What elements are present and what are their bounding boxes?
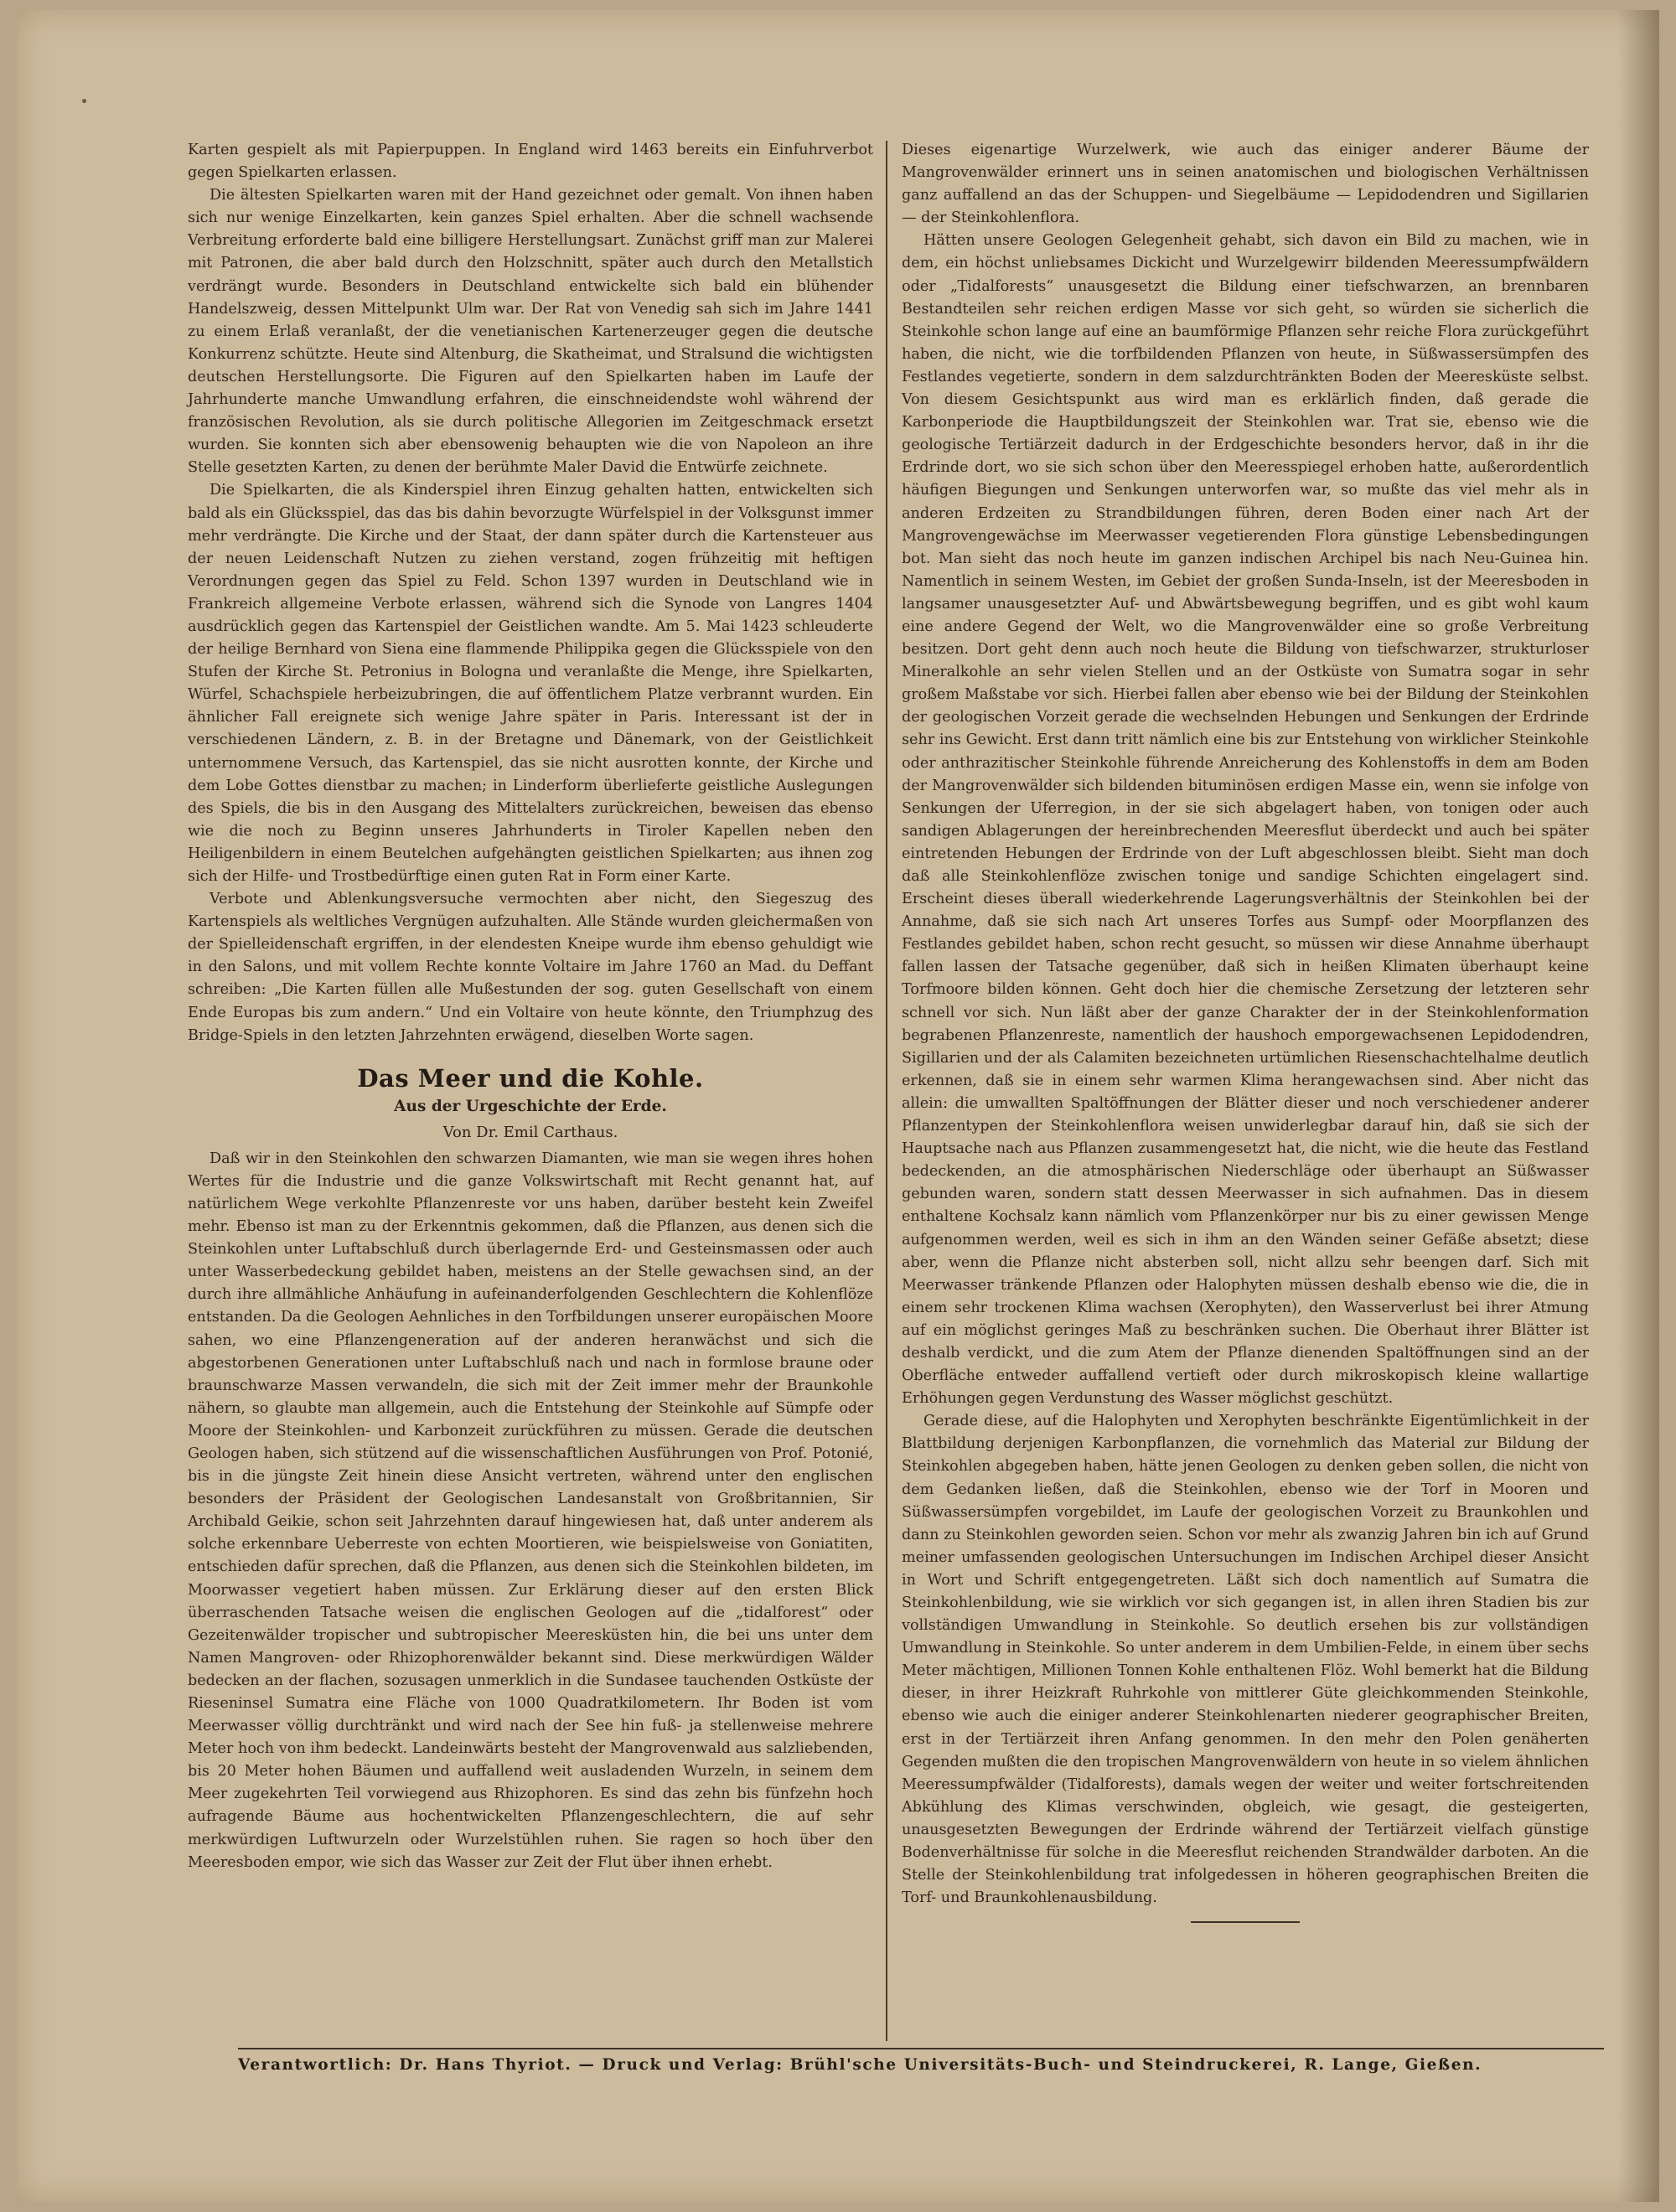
right-paragraph-2: Hätten unsere Geologen Gelegenheit gehabt, sich davon ein Bild zu machen, wie in dem, ein höchst unliebsames Dickicht und Wurzelgewirr bildenden Meeressumpfwäldern oder „Tidalforests“ unausgesetzt die Bildung einer tiefschwarzen, an brennbaren Bestandteilen sehr reichen erdigen Masse vor sich geht, so würden sie sicherlich die Steinkohle schon lange auf eine an baumförmige Pflanzen sehr reiche Flora zurückgeführt haben, die nicht, wie die torfbildenden Pflanzen von heute, in Süßwassersümpfen des Festlandes vegetierte, sondern in dem salzdurchtränkten Boden der Meeresküste selbst. Von diesem Gesichtspunkt aus wird man es erklärlich finden, daß gerade die Karbonperiode die Hauptbildungszeit der Steinkohlen war. Trat sie, ebenso wie die geologische Tertiärzeit dadurch in der Erdgeschichte besonders hervor, daß in ihr die Erdrinde dort, wo sie sich schon über den Meeresspiegel erhoben hatte, außerordentlich häufigen Biegungen und Senkungen unterworfen war, so mußte das viel mehr als in anderen Erdzeiten zu Strandbildungen führen, deren Boden einer nach Art der Mangrovengewächse im Meerwasser vegetierenden Flora günstige Lebensbedingungen bot. Man sieht das noch heute im ganzen indischen Archipel bis nach Neu-Guinea hin. Namentlich in seinem Westen, im Gebiet der großen Sunda-Inseln, ist der Meeresboden in langsamer unausgesetzter Auf- und Abwärtsbewegung begriffen, und es gibt wohl kaum eine andere Gegend der Welt, wo die Mangrovenwälder eine so große Verbreitung besitzen. Dort geht denn auch noch heute die Bildung von tiefschwarzer, strukturloser Mineralkohle an sehr vielen Stellen und an der Ostküste von Sumatra sogar in sehr großem Maßstabe vor sich. Hierbei fallen aber ebenso wie bei der Bildung der Steinkohlen der geologischen Vorzeit gerade die wechselnden Hebungen und Senkungen der Erdrinde sehr ins Gewicht. Erst dann tritt nämlich eine bis zur Entstehung von wirklicher Steinkohle oder anthrazitischer Steinkohle führende Anreicherung des Kohlenstoffs in dem am Boden der Mangrovenwälder sich bildenden bituminösen erdigen Masse ein, wenn sie infolge von Senkungen der Uferregion, in der sie sich abgelagert haben, von tonigen oder auch sandigen Ablagerungen der hereinbrechenden Meeresflut überdeckt und auch bei später eintretenden Hebungen der Erdrinde von der Luft abgeschlossen bleibt. Sieht man doch daß alle Steinkohlenflöze zwischen tonige und sandige Schichten eingelagert sind. Erscheint dieses überall wiederkehrende Lagerungsverhältnis der Steinkohlen bei der Annahme, daß sie sich nach Art unseres Torfes aus Sumpf- oder Moorpflanzen des Festlandes gebildet haben, schon recht gesucht, so müssen wir diese Annahme überhaupt fallen lassen der Tatsache gegenüber, daß sich in heißen Klimaten überhaupt keine Torfmoore bilden können. Geht doch hier die chemische Zersetzung der letzteren sehr schnell vor sich. Nun läßt aber der ganze Charakter der in der Steinkohlenformation begrabenen Pflanzenreste, namentlich der haushoch emporgewachsenen Lepidodendren, Sigillarien und der als Calamiten bezeichneten urtümlichen Riesenschachtelhalme deutlich erkennen, daß sie in einem sehr warmen Klima herangewachsen sind. Aber nicht das allein: die umwallten Spaltöffnungen der Blätter dieser und noch verschiedener anderer Pflanzentypen der Steinkohlenflora weisen unwiderlegbar darauf hin, daß sie sich der Hauptsache nach aus Pflanzen zusammengesetzt hat, die nicht, wie die heute das Festland bedeckenden, an die atmosphärischen Niederschläge oder überhaupt an Süßwasser gebunden waren, sondern statt dessen Meerwasser in sich aufnahmen. Das in diesem enthaltene Kochsalz kann nämlich vom Pflanzenkörper nur bis zu einer gewissen Menge aufgenommen werden, weil es sich in ihm an den Wänden seiner Gefäße absetzt; diese aber, wenn die Pflanze nicht absterben soll, nicht allzu sehr beengen darf. Sich mit Meerwasser tränkende Pflanzen oder Halophyten müssen deshalb ebenso wie die, die in einem sehr trockenen Klima wachsen (Xerophyten), den Wasserverlust bei ihrer Atmung auf ein möglichst geringes Maß zu beschränken suchen. Die Oberhaut ihrer Blätter ist deshalb verdickt, und die zum Atem der Pflanze dienenden Spaltöffnungen sind an der Oberfläche entweder auffallend vertieft oder durch mikroskopisch kleine wallartige Erhöhungen gegen Verdunstung des Wasser möglichst geschützt. [902,232,1589,1408]
column-divider [886,141,887,2041]
intro-paragraph-1: Karten gespielt als mit Papierpuppen. In England wird 1463 bereits ein Einfuhrverbot gegen Spielkarten erlassen. [188,142,873,182]
footer-divider [238,2048,1604,2049]
paper-speck [82,99,86,103]
left-column [188,139,873,1874]
right-column [902,139,1589,1923]
article-end-rule [1191,1921,1300,1923]
article-title: Das Meer und die Kohle. [357,1063,704,1093]
page-edge-shadow [1617,10,1659,2202]
intro-paragraph-2: Die ältesten Spielkarten waren mit der Hand gezeichnet oder gemalt. Von ihnen haben sich nur wenige Einzelkarten, kein ganzes Spiel erhalten. Aber die schnell wachsende Verbreitung erforderte bald eine billigere Herstellungsart. Zunächst griff man zur Malerei mit Patronen, die aber bald durch den Holzschnitt, später auch durch den Metallstich verdrängt wurde. Besonders in Deutschland entwickelte sich bald ein blühender Handelszweig, dessen Mittelpunkt Ulm war. Der Rat von Venedig sah sich im Jahre 1441 zu einem Erlaß veranlaßt, der die venetianischen Kartenerzeuger gegen die deutsche Konkurrenz schützte. Heute sind Altenburg, die Skatheimat, und Stralsund die wichtigsten deutschen Herstellungsorte. Die Figuren auf den Spielkarten haben im Laufe der Jahrhunderte manche Umwandlung erfahren, die einschneidendste wohl während der französischen Revolution, als sie durch politische Allegorien im Zeitgeschmack ersetzt wurden. Sie konnten sich aber ebensowenig behaupten wie die von Napoleon an ihre Stelle gesetzten Karten, zu denen der berühmte Maler David die Entwürfe zeichnete. [188,187,873,477]
article-byline: Von Dr. Emil Carthaus. [442,1123,618,1141]
article-subtitle: Aus der Urgeschichte der Erde. [394,1097,667,1115]
intro-paragraph-4: Verbote und Ablenkungsversuche vermochten aber nicht, den Siegeszug des Kartenspiels als weltliches Vergnügen aufzuhalten. Alle Stände wurden gleichermaßen von der Spielleidenschaft ergriffen, in der elendesten Kneipe wurde ihm ebenso gehuldigt wie in den Salons, und mit vollem Rechte konnte Voltaire im Jahre 1760 an Mad. du Deffant schreiben: „Die Karten füllen alle Mußestunden der sog. guten Gesellschaft von einem Ende Europas bis zum andern.“ Und ein Voltaire von heute könnte, den Triumphzug des Bridge-Spiels in den letzten Jahrzehnten erwägend, dieselben Worte sagen. [188,891,873,1044]
right-paragraph-3: Gerade diese, auf die Halophyten und Xerophyten beschränkte Eigentümlichkeit in der Blattbildung derjenigen Karbonpflanzen, die vornehmlich das Material zur Bildung der Steinkohlen abgegeben haben, hätte jenen Geologen zu denken geben sollen, die nicht von dem Gedanken ließen, daß die Steinkohlen, ebenso wie der Torf in Mooren und Süßwassersümpfen vorgebildet, im Laufe der geologischen Vorzeit zu Braunkohlen und dann zu Steinkohlen geworden seien. Schon vor mehr als zwanzig Jahren bin ich auf Grund meiner umfassenden geologischen Untersuchungen im Indischen Archipel dieser Ansicht in Wort und Schrift entgegengetreten. Läßt sich doch namentlich auf Sumatra die Steinkohlenbildung, wie sie wirklich vor sich gegangen ist, in allen ihren Stadien bis zur vollständigen Umwandlung in Steinkohle. So deutlich ersehen bis zur vollständigen Umwandlung in Steinkohle. So unter anderem in dem Umbilien-Felde, in einem über sechs Meter mächtigen, Millionen Tonnen Kohle enthaltenen Flöz. Wohl bemerkt hat die Bildung dieser, in ihrer Heizkraft Ruhrkohle von mittlerer Güte gleichkommenden Steinkohle, ebenso wie auch die einiger anderer Steinkohlenarten niederer geographischer Breiten, erst in der Tertiärzeit ihren Anfang genommen. In den mehr den Polen genäherten Gegenden mußten die den tropischen Mangrovenwäldern von heute in so vielem ähnlichen Meeressumpfwälder (Tidalforests), damals wegen der weiter und weiter fortschreitenden Abkühlung des Klimas verschwinden, obgleich, wie gesagt, die gesteigerten, unausgesetzten Bewegungen der Erdrinde während der Tertiärzeit vielfach günstige Bodenverhältnisse für solche in die Meeresflut reichenden Strandwälder darboten. An die Stelle der Steinkohlenbildung trat infolgedessen in höheren geographischen Breiten die Torf- und Braunkohlenausbildung. [902,1413,1589,1907]
article-paragraph-1: Daß wir in den Steinkohlen den schwarzen Diamanten, wie man sie wegen ihres hohen Wertes für die Industrie und die ganze Volkswirtschaft mit Recht genannt hat, auf natürlichem Wege verkohlte Pflanzenreste vor uns haben, darüber besteht kein Zweifel mehr. Ebenso ist man zu der Erkenntnis gekommen, daß die Pflanzen, aus denen sich die Steinkohlen unter Luftabschluß durch überlagernde Erd- und Gesteinsmassen oder auch unter Wasserbedeckung gebildet haben, meistens an der Stelle gewachsen sind, an der durch ihre allmähliche Anhäufung in aufeinanderfolgenden Geschlechtern die Kohlenflöze entstanden. Da die Geologen Aehnliches in den Torfbildungen unserer europäischen Moore sahen, wo eine Pflanzengeneration auf der anderen heranwächst und sich die abgestorbenen Generationen unter Luftabschluß nach und nach in formlose braune oder braunschwarze Massen verwandeln, die sich mit der Zeit immer mehr der Braunkohle nähern, so glaubte man allgemein, auch die Entstehung der Steinkohle auf Sümpfe oder Moore der Steinkohlen- und Karbonzeit zurückführen zu müssen. Gerade die deutschen Geologen haben, sich stützend auf die wissenschaftlichen Ausführungen von Prof. Potonié, bis in die jüngste Zeit hinein diese Ansicht vertreten, während unter den englischen besonders der Präsident der Geologischen Landesanstalt von Großbritannien, Sir Archibald Geikie, schon seit Jahrzehnten darauf hingewiesen hat, daß unter anderem als solche erkennbare Ueberreste von echten Moortieren, wie beispielsweise von Goniatiten, entschieden dafür sprechen, daß die Pflanzen, aus denen sich die Steinkohlen bildeten, im Moorwasser vegetiert haben müssen. Zur Erklärung dieser auf den ersten Blick überraschenden Tatsache weisen die englischen Geologen auf die „tidalforest“ oder Gezeitenwälder tropischer und subtropischer Meeresküsten hin, die bei uns unter dem Namen Mangroven- oder Rhizophorenwälder bekannt sind. Diese merkwürdigen Wälder bedecken an der flachen, sozusagen unmerklich in die Sundasee tauchenden Ostküste der Rieseninsel Sumatra eine Fläche von 1000 Quadratkilometern. Ihr Boden ist vom Meerwasser völlig durchtränkt und wird nach der See hin fuß- ja stellenweise mehrere Meter hoch von ihm bedeckt. Landeinwärts besteht der Mangrovenwald aus salzliebenden, bis 20 Meter hohen Bäumen und auffallend weit ausladenden Wurzeln, in seinem dem Meer zugekehrten Teil vorwiegend aus Rhizophoren. Es sind das zehn bis fünfzehn hoch aufragende Bäume aus hochentwickelten Pflanzengeschlechtern, die auf sehr merkwürdigen Luftwurzeln oder Wurzelstühlen ruhen. Sie ragen so hoch über den Meeresboden empor, wie sich das Wasser zur Zeit der Flut über ihnen erhebt. [188,1150,873,1871]
publisher-imprint: Verantwortlich: Dr. Hans Thyriot. — Druck und Verlag: Brühl'sche Universitäts-Buch- und Steindruckerei, R. Lange, Gießen. [238,2056,1482,2074]
intro-paragraph-3: Die Spielkarten, die als Kinderspiel ihren Einzug gehalten hatten, entwickelten sich bald als ein Glücksspiel, das das bis dahin bevorzugte Würfelspiel in der Volksgunst immer mehr verdrängte. Die Kirche und der Staat, der dann später durch die Kartensteuer aus der neuen Leidenschaft Nutzen zu ziehen verstand, zogen frühzeitig mit heftigen Verordnungen gegen das Spiel zu Feld. Schon 1397 wurden in Deutschland wie in Frankreich allgemeine Verbote erlassen, während sich die Synode von Langres 1404 ausdrücklich gegen das Kartenspiel der Geistlichen wandte. Am 5. Mai 1423 schleuderte der heilige Bernhard von Siena eine flammende Philippika gegen die Glücksspiele von den Stufen der Kirche St. Petronius in Bologna und veranlaßte die Menge, ihre Spielkarten, Würfel, Schachspiele herbeizubringen, die auf öffentlichem Platze verbrannt wurden. Ein ähnlicher Fall ereignete sich wenige Jahre später in Paris. Interessant ist der in verschiedenen Ländern, z. B. in der Bretagne und Dänemark, von der Geistlichkeit unternommene Versuch, das Kartenspiel, das sie nicht ausrotten konnte, der Kirche und dem Lobe Gottes dienstbar zu machen; in Linderform überlieferte geistliche Auslegungen des Spiels, die bis in den Ausgang des Mittelalters zurückreichen, beweisen das ebenso wie die noch zu Beginn unseres Jahrhunderts in Tiroler Kapellen neben den Heiligenbildern in einem Beutelchen aufgehängten geistlichen Spielkarten; aus ihnen zog sich der Hilfe- und Trostbedürftige einen guten Rat in Form einer Karte. [188,482,873,885]
right-paragraph-1: Dieses eigenartige Wurzelwerk, wie auch das einiger anderer Bäume der Mangrovenwälder erinnert uns in seinen anatomischen und biologischen Verhältnissen ganz auffallend an das der Schuppen- und Siegelbäume — Lepidodendren und Sigillarien — der Steinkohlenflora. [902,142,1589,227]
